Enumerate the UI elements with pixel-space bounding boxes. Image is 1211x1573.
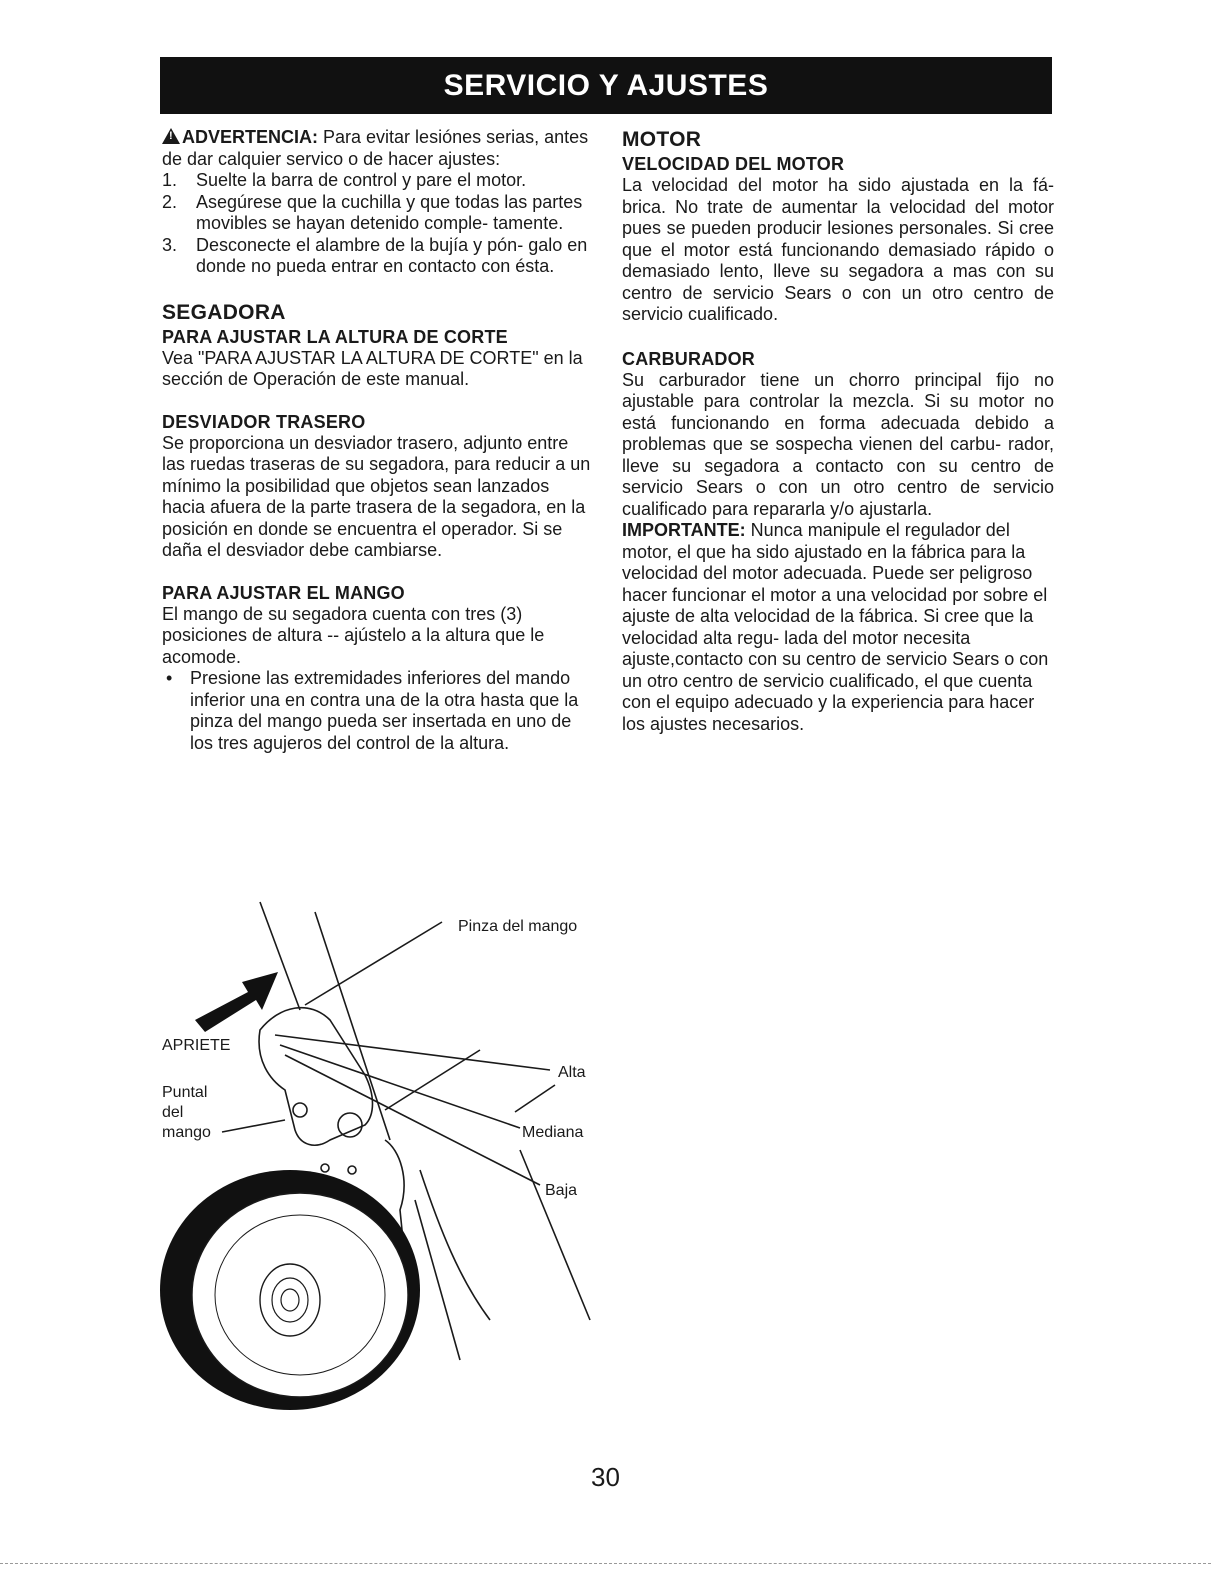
mango-text: El mango de su segadora cuenta con tres (3) posiciones de altura -- ajústelo a la altura que le acomode. [162,603,545,667]
page-title: SERVICIO Y AJUSTES [443,68,769,102]
warning-paragraph [162,127,592,170]
carburador-text: Su carburador tiene un chorro principal fijo no ajustable para controlar la mezcla. Si su motor no está funcionando en forma adecuada debido a problemas que se sospecha vienen del carbu- rador, lleve su segadora a contacto con su centro de servicio Sears o con un otro centro de servicio cualificado para repararla y/o ajustarla. [622,369,1054,519]
importante-paragraph [622,520,1054,735]
motor-heading: MOTOR [622,128,702,151]
label-baja: Baja [545,1182,578,1199]
warning-text: Para evitar lesiónes serias, antes de dar calquier servico o de hacer ajustes: [162,127,589,169]
list-item: 1. Suelte la barra de control y pare el motor. [162,170,527,190]
list-item: 2. Asegúrese que la cuchilla y que todas las partes movibles se hayan detenido comple- tamente. [162,191,583,233]
label-puntal-2: del [162,1104,184,1121]
velocidad-text: La velocidad del motor ha sido ajustada en la fá- brica. No trate de aumentar la velocidad del motor pues se pueden producir lesiones personales. Si cree que el motor está funcionando demasiado rápido o demasiado lento, lleve su segadora a mas con su centro de servicio Sears o con un otro centro de servicio cualificado. [622,175,1054,324]
carburador-heading: CARBURADOR [622,348,755,369]
warning-label: ADVERTENCIA: [182,127,319,147]
list-item: 3. Desconecte el alambre de la bujía y pón- galo en donde no pueda entrar en contacto con ésta. [162,234,588,276]
segadora-heading: SEGADORA [162,300,286,324]
bottom-divider [0,1563,1211,1564]
label-alta: Alta [558,1064,586,1081]
mango-bullets [162,668,592,754]
handle-diagram [160,900,600,1440]
list-item: • Presione las extremidades inferiores del mando inferior una en contra una de la otra hasta que la pinza del mango pueda ser insertada en uno de los tres agujeros del control de la altura. [162,668,592,754]
desviador-heading: DESVIADOR TRASERO [162,411,366,432]
altura-heading: PARA AJUSTAR LA ALTURA DE CORTE [162,326,508,347]
importante-text: Nunca manipule el regulador del motor, el que ha sido ajustado en la fábrica para la velocidad del motor adecuada. Puede ser peligroso hacer funcionar el motor a una velocidad por sobre el ajuste de alta velocidad de la fábrica. Si cree que la velocidad alta regu- lada del motor necesita ajuste,contacto con su centro de servicio Sears o con un otro centro de servicio cualificado, el que cuenta con el equipo adecuado y la experiencia para hacer los ajustes necesarios. [622,520,1049,734]
altura-text: Vea "PARA AJUSTAR LA ALTURA DE CORTE" en la sección de Operación de este manual. [162,347,583,389]
left-column [162,127,592,754]
desviador-text: Se proporciona un desviador trasero, adjunto entre las ruedas traseras de su segadora, para reducir a un mínimo la posibilidad que objetos sean lanzados hacia afuera de la parte trasera de la segadora, en la posición en donde se encuentra el operador. Si se daña el desviador debe cambiarse. [162,432,591,560]
label-pinza: Pinza del mango [458,918,578,935]
label-apriete: APRIETE [162,1037,231,1054]
mango-heading: PARA AJUSTAR EL MANGO [162,582,405,603]
label-puntal-3: mango [162,1124,211,1141]
label-mediana: Mediana [522,1124,584,1141]
label-puntal-1: Puntal [162,1084,208,1101]
warning-steps [162,170,592,278]
right-column [622,127,1054,735]
velocidad-heading: VELOCIDAD DEL MOTOR [622,154,845,174]
bullet-icon: • [166,668,173,688]
importante-label: IMPORTANTE: [622,520,746,540]
page-number: 30 [591,1462,620,1492]
warning-triangle-icon [162,128,180,144]
page-title-banner [160,57,1052,114]
handle-adjustment-illustration [160,900,600,1440]
